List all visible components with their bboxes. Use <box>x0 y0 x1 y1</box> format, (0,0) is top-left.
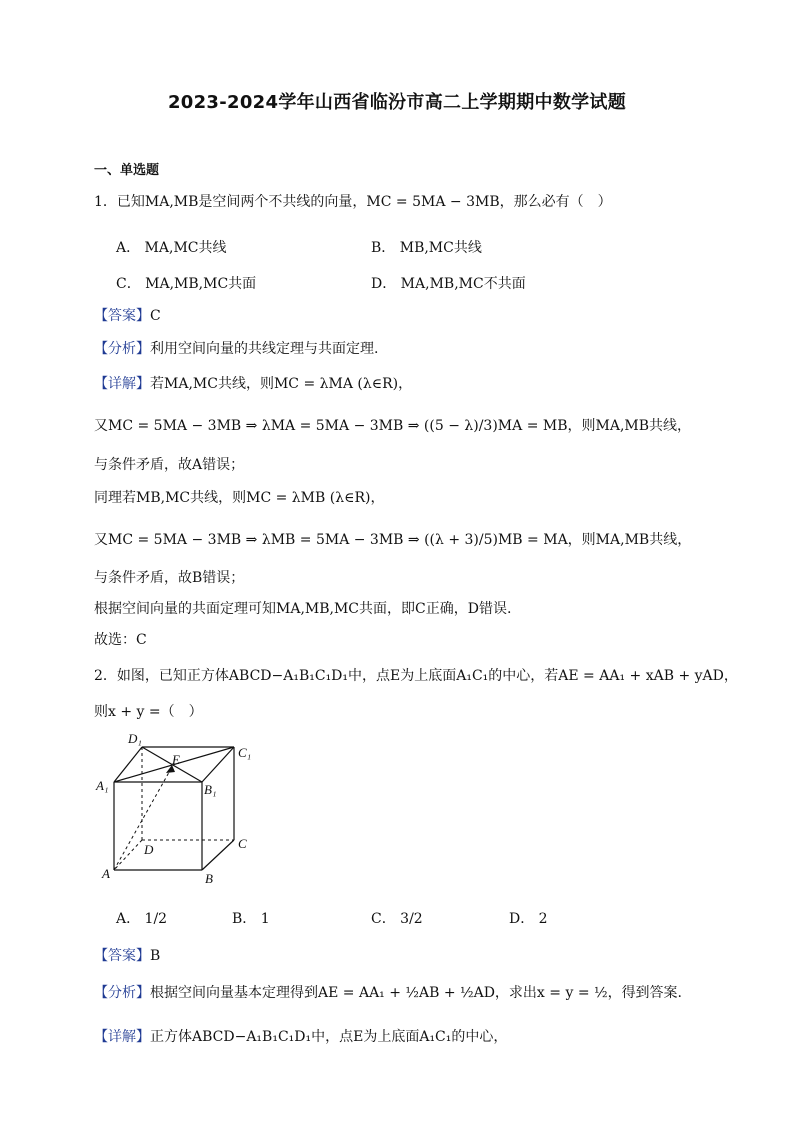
label-c: C <box>238 836 247 851</box>
q2-option-d: D． 2 <box>509 911 548 927</box>
analysis-tag: 【分析】 <box>94 985 150 1001</box>
q1-option-a: A． MA,MC共线 <box>116 240 227 256</box>
q2-option-c: C． 3/2 <box>371 911 423 927</box>
q1-analysis-line <box>94 339 378 359</box>
q2-answer: B <box>150 948 161 964</box>
question-2-stem: 2．如图，已知正方体ABCD−A₁B₁C₁D₁中，点E为上底面A₁C₁的中心，若AE = AA₁ + xAB + yAD， <box>94 668 738 684</box>
q1-detail-line-7: 根据空间向量的共面定理可知MA,MB,MC共面，即C正确，D错误. <box>94 601 512 617</box>
label-a1: A₁ <box>96 778 109 793</box>
hidden-edge-d-a <box>114 840 142 870</box>
detail-tag: 【详解】 <box>94 1029 150 1045</box>
q1-detail-text-1: 若MA,MC共线，则MC = λMA (λ∈R)， <box>150 376 413 392</box>
q2-option-a: A． 1/2 <box>116 911 168 927</box>
question-1-stem: 1．已知MA,MB是空间两个不共线的向量，MC = 5MA − 3MB，那么必有（ ） <box>94 194 612 210</box>
answer-tag: 【答案】 <box>94 308 150 324</box>
section-heading: 一、单选题 <box>94 163 160 178</box>
q1-detail-line-5: 又MC = 5MA − 3MB ⇒ λMB = 5MA − 3MB ⇒ ((λ + 3)/5)MB = MA，则MA,MB共线， <box>94 532 692 548</box>
q1-detail-line-3: 与条件矛盾，故A错误； <box>94 457 245 473</box>
answer-tag: 【答案】 <box>94 948 150 964</box>
label-b1: B₁ <box>204 782 217 797</box>
q1-option-d: D． MA,MB,MC不共面 <box>371 276 526 292</box>
label-c1: C₁ <box>238 745 252 760</box>
q1-detail-line-2: 又MC = 5MA − 3MB ⇒ λMA = 5MA − 3MB ⇒ ((5 − λ)/3)MA = MB，则MA,MB共线， <box>94 418 692 434</box>
label-d1: D₁ <box>128 731 142 746</box>
label-d: D <box>144 842 154 857</box>
q1-detail-line-4: 同理若MB,MC共线，则MC = λMB (λ∈R)， <box>94 490 385 506</box>
label-b: B <box>205 871 213 886</box>
detail-tag: 【详解】 <box>94 376 150 392</box>
q2-detail-line <box>94 1027 507 1047</box>
q1-choose: 故选：C <box>94 632 147 648</box>
q2-answer-line <box>94 946 160 966</box>
q2-analysis-line <box>94 983 682 1003</box>
q2-option-b: B． 1 <box>232 911 270 927</box>
q1-answer: C <box>150 308 161 324</box>
edge-a1-d1 <box>114 747 142 782</box>
label-a: A <box>102 866 110 881</box>
q1-analysis: 利用空间向量的共线定理与共面定理. <box>150 341 379 357</box>
q1-option-b: B． MB,MC共线 <box>371 240 482 256</box>
analysis-tag: 【分析】 <box>94 341 150 357</box>
q1-answer-line <box>94 306 161 326</box>
q2-analysis: 根据空间向量基本定理得到AE = AA₁ + ½AB + ½AD，求出x = y = ½，得到答案. <box>150 985 683 1001</box>
cube-figure <box>92 730 262 890</box>
q1-detail-line-6: 与条件矛盾，故B错误； <box>94 570 245 586</box>
q2-detail: 正方体ABCD−A₁B₁C₁D₁中，点E为上底面A₁C₁的中心， <box>150 1029 508 1045</box>
label-e: E <box>172 752 180 767</box>
q1-detail-line-1 <box>94 374 412 394</box>
q1-option-c: C． MA,MB,MC共面 <box>116 276 257 292</box>
page-title: 2023-2024学年山西省临汾市高二上学期期中数学试题 <box>167 92 627 113</box>
edge-c-b <box>202 840 234 870</box>
question-2-stem-cont: 则x + y =（ ） <box>94 704 203 720</box>
